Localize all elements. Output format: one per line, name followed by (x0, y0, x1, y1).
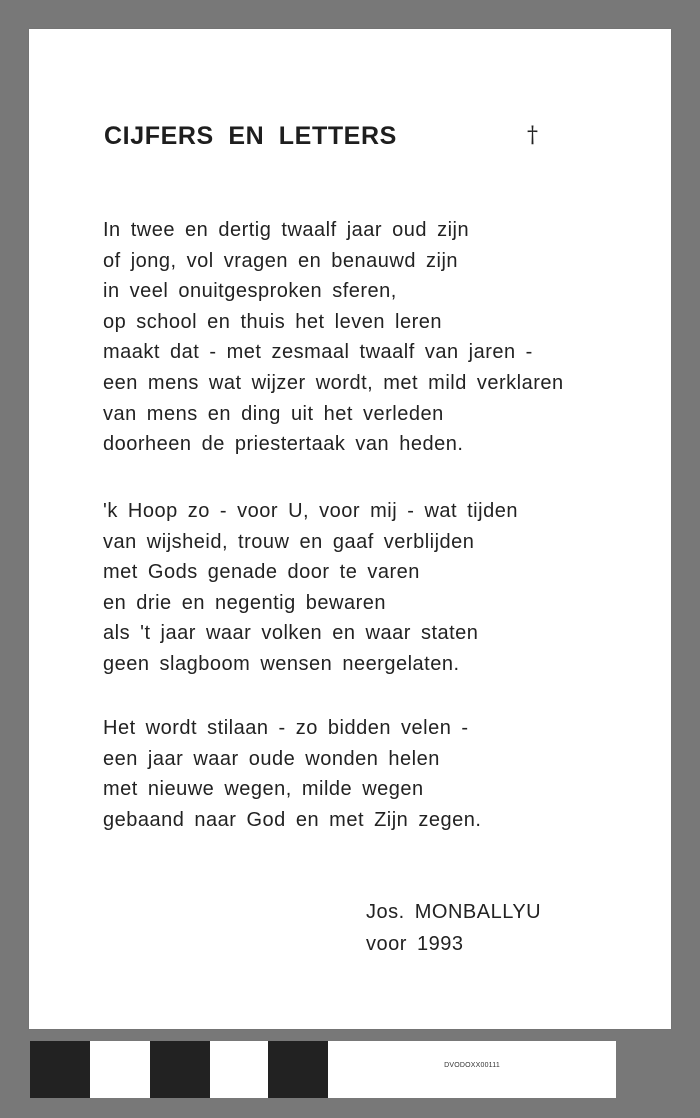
poem-line: of jong, vol vragen en benauwd zijn (103, 249, 459, 272)
poem-title: CIJFERS EN LETTERS (104, 122, 397, 150)
poem-line: een mens wat wijzer wordt, met mild verklaren (103, 371, 564, 394)
stanza-2 (103, 496, 518, 680)
calibration-block-white (90, 1041, 150, 1098)
poem-line: doorheen de priestertaak van heden. (103, 433, 464, 456)
poem-line: als 't jaar waar volken en waar staten (103, 622, 479, 645)
poem-line: een jaar waar oude wonden helen (103, 747, 440, 770)
calibration-block-black (150, 1041, 210, 1098)
poem-line: in veel onuitgesproken sferen, (103, 280, 397, 303)
poem-line: geen slagboom wensen neergelaten. (103, 652, 460, 675)
poem-line: op school en thuis het leven leren (103, 310, 442, 333)
poem-line: met Gods genade door te varen (103, 561, 420, 584)
poem-line: In twee en dertig twaalf jaar oud zijn (103, 219, 470, 241)
poem-line: 'k Hoop zo - voor U, voor mij - wat tijden (103, 500, 518, 522)
poem-line: Het wordt stilaan - zo bidden velen - (103, 717, 469, 739)
cross-icon: † (527, 123, 538, 148)
calibration-block-black (268, 1041, 328, 1098)
poem-line: en drie en negentig bewaren (103, 591, 387, 614)
stanza-3 (103, 713, 481, 835)
poem-line: van mens en ding uit het verleden (103, 402, 444, 425)
poem-line: maakt dat - met zesmaal twaalf van jaren - (103, 341, 533, 364)
poem-line: gebaand naar God en met Zijn zegen. (103, 808, 482, 831)
dedication-year: voor 1993 (366, 933, 464, 955)
calibration-strip (30, 1041, 616, 1098)
author-name: Jos. MONBALLYU (366, 901, 542, 923)
stanza-1 (103, 215, 564, 460)
poem-line: met nieuwe wegen, milde wegen (103, 778, 424, 801)
poem-line: van wijsheid, trouw en gaaf verblijden (103, 530, 475, 553)
document-page (29, 29, 671, 1029)
calibration-block-white (210, 1041, 268, 1098)
calibration-block-black (30, 1041, 90, 1098)
archive-id: DVODOXX00111 (444, 1062, 500, 1069)
signature-block (366, 896, 541, 960)
archive-label (328, 1041, 616, 1098)
